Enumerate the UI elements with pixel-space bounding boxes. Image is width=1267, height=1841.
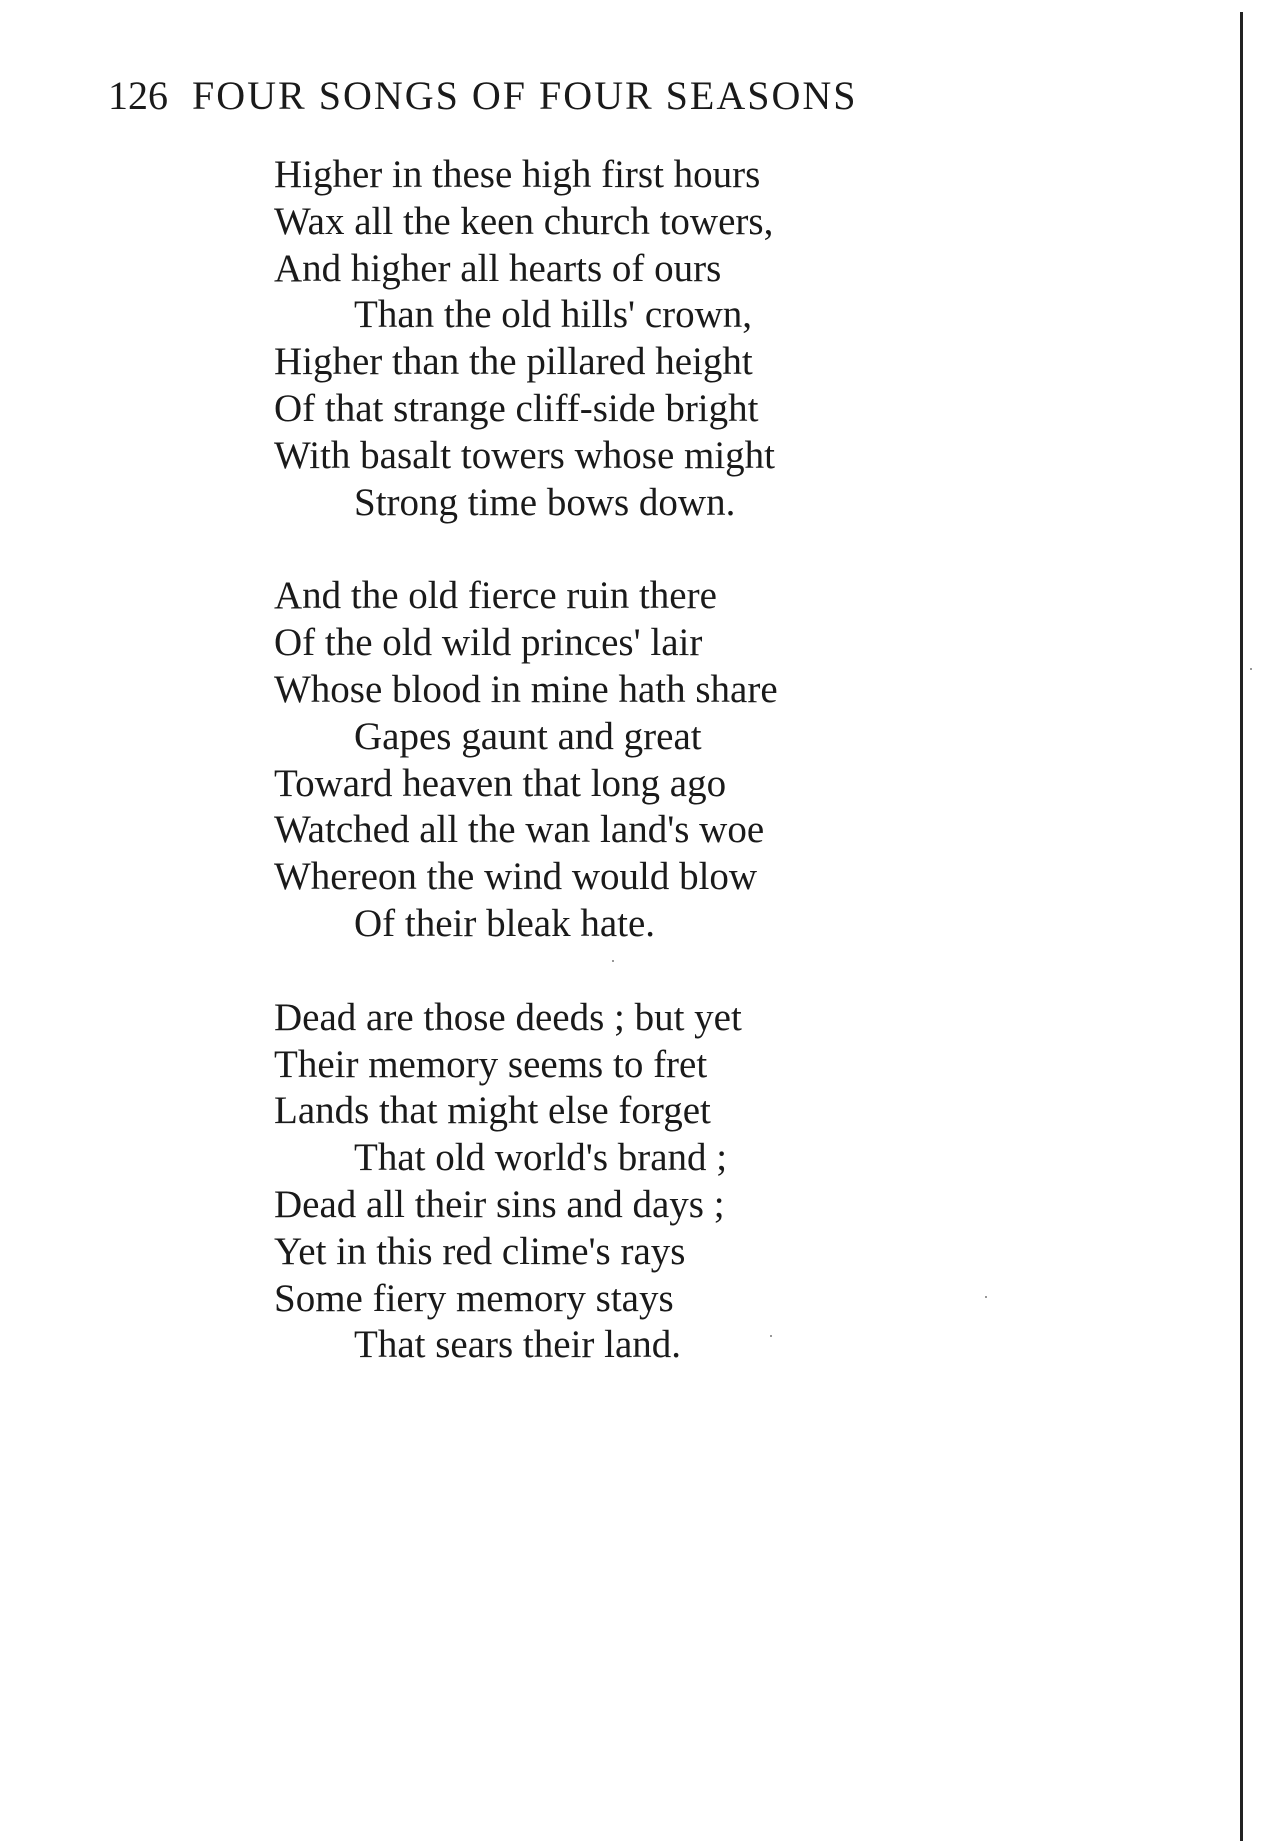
poem-line: Lands that might else forget: [274, 1089, 711, 1133]
scan-speck: [770, 1335, 772, 1337]
running-head: [108, 72, 858, 120]
poem-line: Yet in this red clime's rays: [274, 1229, 686, 1273]
poem-line: Dead are those deeds ; but yet: [274, 995, 742, 1039]
poem: [274, 152, 1014, 1416]
stanza-1: [274, 152, 1014, 526]
poem-line-indented: Strong time bows down.: [354, 480, 736, 524]
poem-line: Whereon the wind would blow: [274, 855, 758, 899]
stanza-2: [274, 573, 1014, 947]
poem-line: Dead all their sins and days ;: [274, 1182, 725, 1226]
poem-line-indented: Than the old hills' crown,: [354, 293, 753, 337]
page-edge-rule: [1240, 12, 1243, 1841]
scan-speck: [612, 960, 614, 962]
poem-line: And higher all hearts of ours: [274, 246, 722, 290]
poem-line: With basalt towers whose might: [274, 433, 776, 477]
poem-line-indented: That sears their land.: [354, 1323, 682, 1367]
scan-speck: [985, 1296, 987, 1298]
poem-line: And the old fierce ruin there: [274, 574, 717, 618]
poem-line-indented: That old world's brand ;: [354, 1136, 728, 1180]
poem-line: Of the old wild princes' lair: [274, 621, 703, 665]
poem-line: Higher in these high first hours: [274, 153, 761, 196]
poem-line: Wax all the keen church towers,: [274, 199, 774, 243]
poem-line: Some fiery memory stays: [274, 1276, 674, 1320]
poem-line: Whose blood in mine hath share: [274, 667, 778, 711]
stanza-3: [274, 995, 1014, 1369]
poem-line: Higher than the pillared height: [274, 340, 753, 384]
poem-line: Their memory seems to fret: [274, 1042, 708, 1086]
poem-line: Of that strange cliff-side bright: [274, 386, 759, 430]
page-number: 126: [108, 73, 168, 118]
poem-line-indented: Gapes gaunt and great: [354, 714, 702, 758]
scan-speck: [1250, 668, 1252, 670]
running-title: FOUR SONGS OF FOUR SEASONS: [192, 73, 858, 118]
poem-line-indented: Of their bleak hate.: [354, 901, 656, 945]
poem-line: Watched all the wan land's woe: [274, 808, 765, 852]
poem-line: Toward heaven that long ago: [274, 761, 727, 805]
